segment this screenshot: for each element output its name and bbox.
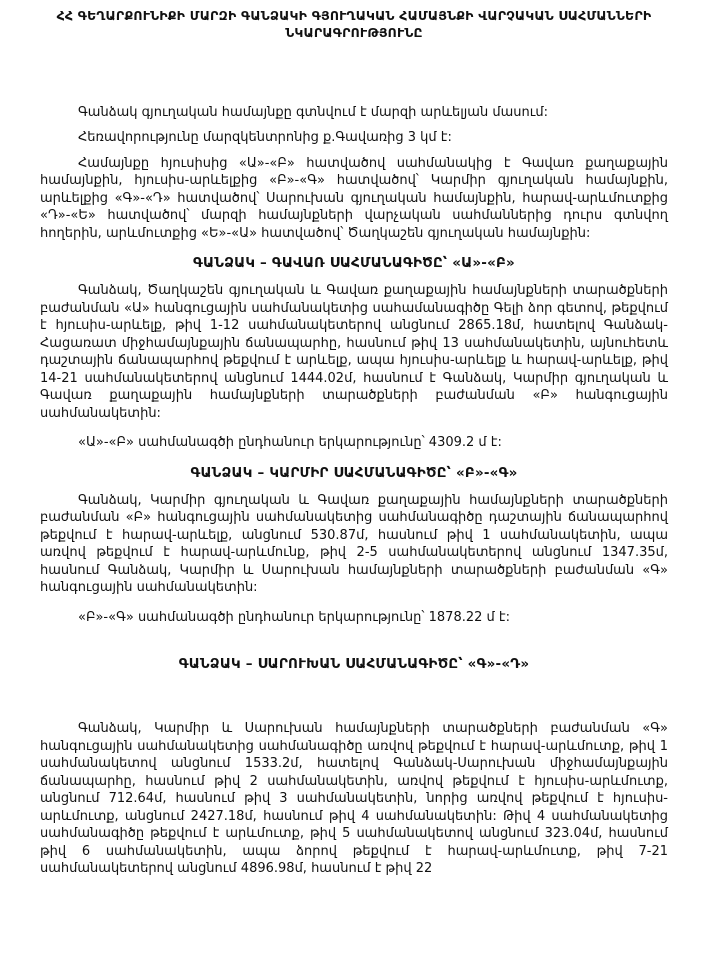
section-heading-gandzak-gavar: ԳԱՆՁԱԿ – ԳԱՎԱՌ ՍԱՀՄԱՆԱԳԻԾԸ՝ «Ա»-«Բ» xyxy=(193,255,515,272)
section-heading-gandzak-karmir: ԳԱՆՁԱԿ – ԿԱՐՄԻՐ ՍԱՀՄԱՆԱԳԻԾԸ՝ «Բ»-«Գ» xyxy=(190,464,518,481)
document-title: ՀՀ ԳԵՂԱՐՔՈՒՆԻՔԻ ՄԱՐԶԻ ԳԱՆՁԱԿԻ ԳՅՈՒՂԱԿԱՆ ՀԱՄԱՅՆՔԻ ՎԱՐՉԱԿԱՆ ՍԱՀՄԱՆՆԵՐԻ ՆԿԱՐԱԳՐՈՒԹՅՈՒՆԸ xyxy=(56,8,652,40)
section-body-gandzak-gavar: Գանձակ, Ծաղկաշեն գյուղական և Գավառ քաղաքային համայնքների տարածքների բաժանման «Ա» հանգուցային սահմանակետից սահամանագիծը Գելի ձոր գետով, թեքվում է հյուսիս-արևելք, թիվ 1-12 սահմանակետերով անցնում 2865.18մ, հատելով Գանձակ-Հացառատ միջհամայնքային ճանապարհը, հասնում թիվ 13 սահմանակետին, այնուհետև դաշտային ճանապարհով թեքվում է արևելք, ապա հյուսիս-արևելք և հարավ-արևելք, թիվ 14-21 սահմանակետերով անցնում 1444.02մ, հասնում է Գանձակ, Կարմիր գյուղական և Գավառ քաղաքային համայնքների տարածքների բաժանման «Բ» հանգուցային սահմանակետին: xyxy=(40,283,668,421)
section-total-gandzak-karmir: «Բ»-«Գ» սահմանագծի ընդհանուր երկարությունը՝ 1878.22 մ է: xyxy=(78,609,510,625)
section-body-gandzak-sarukhan: Գանձակ, Կարմիր և Սարուխան համայնքների տարածքների բաժանման «Գ» հանգուցային սահմանակետից սահմանագիծը առվով թեքվում է հարավ-արևմուտք, թիվ 1 սահմանակետով անցնում 1533.2մ, հատելով Գանձակ-Սարուխան միջհամայնքային ճանապարհը, հասնում թիվ 2 սահմանակետին, առվով թեքվում է հյուսիս-արևմուտք, անցնում 712.64մ, հասնում թիվ 3 սահմանակետին, նորից առվով թեքվում է հյուսիս-արևմուտք, անցնում 2427.18մ, հասնում թիվ 4 սահմանակետին: Թիվ 4 սահմանակետից սահմանագիծը թեքվում է արևմուտք, թիվ 5 սահմանակետով անցնում 323.04մ, հասնում թիվ 6 սահմանակետին, ապա ձորով թեքվում է հարավ-արևմուտք, թիվ 7-21 սահմանակետերով անցնում 4896.98մ, հասնում է թիվ 22 xyxy=(40,721,668,877)
intro-paragraph-location: Գանձակ գյուղական համայնքը գտնվում է մարզի արևելյան մասում: xyxy=(78,104,548,120)
intro-paragraph-distance: Հեռավորությունը մարզկենտրոնից ք.Գավառից 3 կմ է: xyxy=(78,130,452,146)
section-body-gandzak-karmir: Գանձակ, Կարմիր գյուղական և Գավառ քաղաքային համայնքների տարածքների բաժանման «Բ» հանգուցային սահմանակետից սահմանագիծը դաշտային ճանապարհով թեքվում է հարավ-արևելք, անցնում 530.87մ, հասնում թիվ 1 սահմանակետին, ապա առվով թեքվում է հարավ-արևմունք, թիվ 2-5 սահմանակետերով անցնում 1347.35մ, հասնում Գանձակ, Կարմիր և Սարուխան համայնքների տարածքների բաժանման «Գ» հանգուցային սահմանակետին: xyxy=(40,492,668,596)
section-total-gandzak-gavar: «Ա»-«Բ» սահմանագծի ընդհանուր երկարությունը՝ 4309.2 մ է: xyxy=(78,435,502,451)
intro-paragraph-borders: Համայնքը հյուսիսից «Ա»-«Բ» հատվածով սահմանակից է Գավառ քաղաքային համայնքին, հյուսիս-արևելքից «Բ»-«Գ» հատվածով՝ Կարմիր գյուղական համայնքին, արևելքից «Գ»-«Դ» հատվածով՝ Սարուխան գյուղական համայնքին, հարավ-արևմուտքից «Դ»-«Ե» հատվածով՝ մարզի համայնքների վարչական սահմաններից դուրս գտնվող հողերին, արևմուտքից «Ե»-«Ա» հատվածով՝ Ծաղկաշեն գյուղական համայնքին: xyxy=(40,155,668,241)
section-heading-gandzak-sarukhan: ԳԱՆՁԱԿ – ՍԱՐՈՒԽԱՆ ՍԱՀՄԱՆԱԳԻԾԸ՝ «Գ»-«Դ» xyxy=(178,656,530,673)
